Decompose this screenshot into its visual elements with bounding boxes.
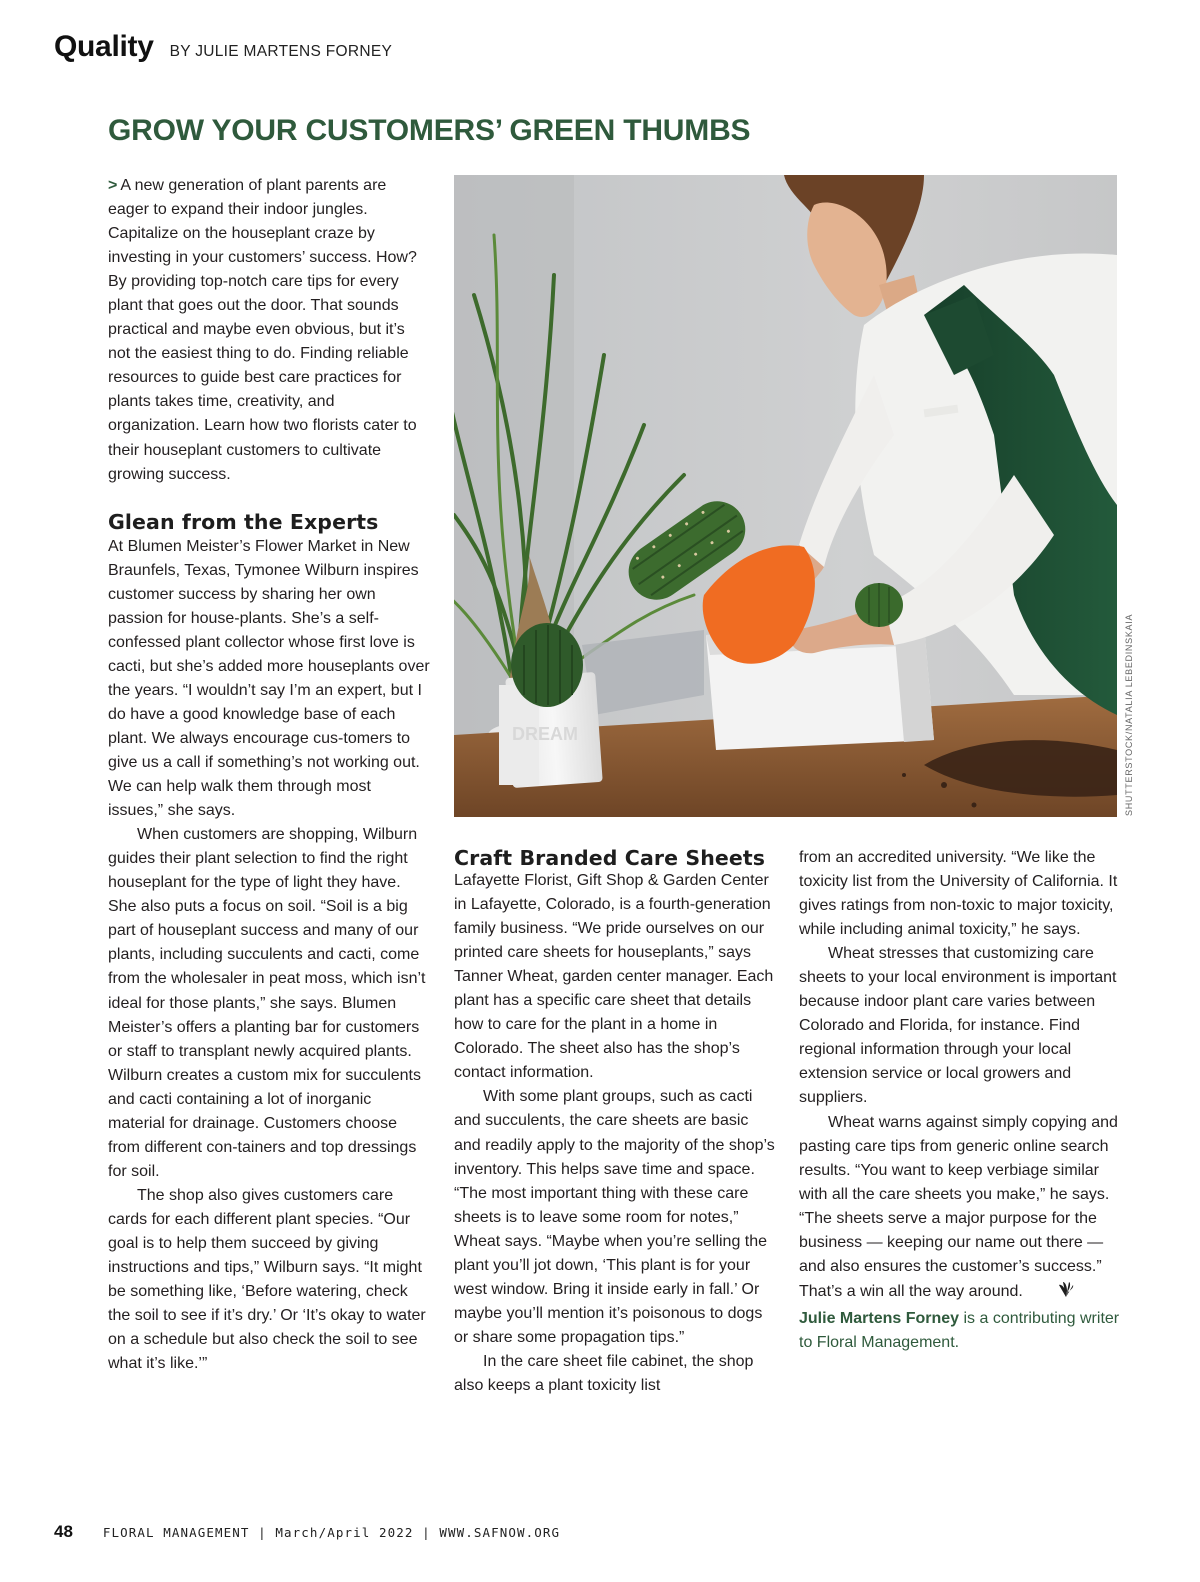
author-description: is a contributing writer to Floral Management. [799,1309,1120,1351]
footer-publication: FLORAL MANAGEMENT | March/April 2022 | WWW.SAFNOW.ORG [102,1525,561,1540]
subhead-craft: Craft Branded Care Sheets [454,846,766,870]
intro-arrow-icon: > [108,177,118,194]
body-paragraph: Lafayette Florist, Gift Shop & Garden Center in Lafayette, Colorado, is a fourth-generation family business. “We pride ourselves on our printed care sheets for houseplants,” says Tanner Wheat, garden center manager. Each plant has a specific care sheet that details how to care for the plant in a home in Colorado. The sheet also has the shop’s contact information. [454,872,774,1082]
body-paragraph: When customers are shopping, Wilburn guides their plant selection to find the right houseplant for the type of light they have. She also puts a focus on soil. “Soil is a big part of houseplant success and many of our plants, including succulents and cacti, come from the wholesaler in peat moss, which isn’t ideal for those plants,” she says. Blumen Meister’s offers a planting bar for customers or staff to transplant newly acquired plants. Wilburn creates a custom mix for succulents and cacti containing a lot of inorganic material for drainage. Customers choose from different con-tainers and top dressings for soil. [108,826,426,1180]
author-note [799,1307,1121,1355]
subhead-glean: Glean from the Experts [108,509,379,534]
intro-paragraph [108,174,430,487]
article-photo [454,175,1117,817]
column-middle [454,845,778,1398]
end-mark-icon [1027,1279,1076,1307]
page-number: 48 [54,1522,73,1541]
body-paragraph: At Blumen Meister’s Flower Market in New Braunfels, Texas, Tymonee Wilburn inspires customer success by sharing her own passion for house-plants. She’s a self-confessed plant collector whose first love is cacti, but she’s added more houseplants over the years. “I wouldn’t say I’m an expert, but I do have a good knowledge base of each plant. We always encourage cus-tomers to give us a call if something’s not working out. We can help walk them through most issues,” she says. [108,537,430,820]
column-left [108,174,430,1376]
body-paragraph: Wheat stresses that customizing care sheets to your local environment is important because indoor plant care varies between Colorado and Florida, for instance. Find regional information through your local extension service or local growers and suppliers. [799,945,1117,1107]
intro-text: A new generation of plant parents are eager to expand their indoor jungles. Capitalize on the houseplant craze by investing in your customers’ success. How? By providing top-notch care tips for every plant that goes out the door. That sounds practical and maybe even obvious, but it’s not the easiest thing to do. Finding reliable resources to guide best care practices for plants takes time, creativity, and organization. Learn how two florists cater to their houseplant customers to cultivate growing success. [108,177,417,483]
article-headline: GROW YOUR CUSTOMERS’ GREEN THUMBS [108,114,751,147]
pot-lettering: DREAM [512,724,578,744]
page-footer [54,1522,560,1542]
closing-text: Wheat warns against simply copying and pasting care tips from generic online search results. “You want to keep verbiage similar with all the care sheets you make,” he says. “The sheets serve a major purpose for the business — keeping our name out there — and also ensures the customer’s success.” That’s a win all the way around. [799,1113,1118,1300]
body-paragraph: With some plant groups, such as cacti and succulents, the care sheets are basic and readily apply to the majority of the shop’s inventory. This helps save time and space. “The most important thing with these care sheets is to leave some room for notes,” Wheat says. “Maybe when you’re selling the plant you’ll jot down, ‘This plant is for your west window. Bring it inside early in fall.’ Or maybe you’ll mention it’s poisonous to dogs or share some propagation tips.” [454,1088,775,1346]
florist-repotting-cactus-image [454,175,1117,817]
author-name: Julie Martens Forney [799,1309,960,1327]
photo-credit: SHUTTERSTOCK/NATALIA LEBEDINSKAIA [1124,613,1134,816]
byline: BY JULIE MARTENS FORNEY [169,43,393,60]
column-right [799,846,1121,1355]
body-paragraph: from an accredited university. “We like the toxicity list from the University of California. It gives ratings from non-toxic to major toxicity, while including animal toxicity,” he says. [799,849,1118,939]
body-paragraph [799,1111,1121,1307]
section-name: Quality [54,30,154,63]
body-paragraph: The shop also gives customers care cards for each different plant species. “Our goal is to help them succeed by giving instructions and tips,” Wilburn says. “It might be something like, ‘Before watering, check the soil to see if it’s dry.’ Or ‘It’s okay to water on a schedule but also check the soil to see what it’s like.’” [108,1186,426,1373]
body-paragraph: In the care sheet file cabinet, the shop also keeps a plant toxicity list [454,1352,754,1394]
section-header [54,30,392,64]
